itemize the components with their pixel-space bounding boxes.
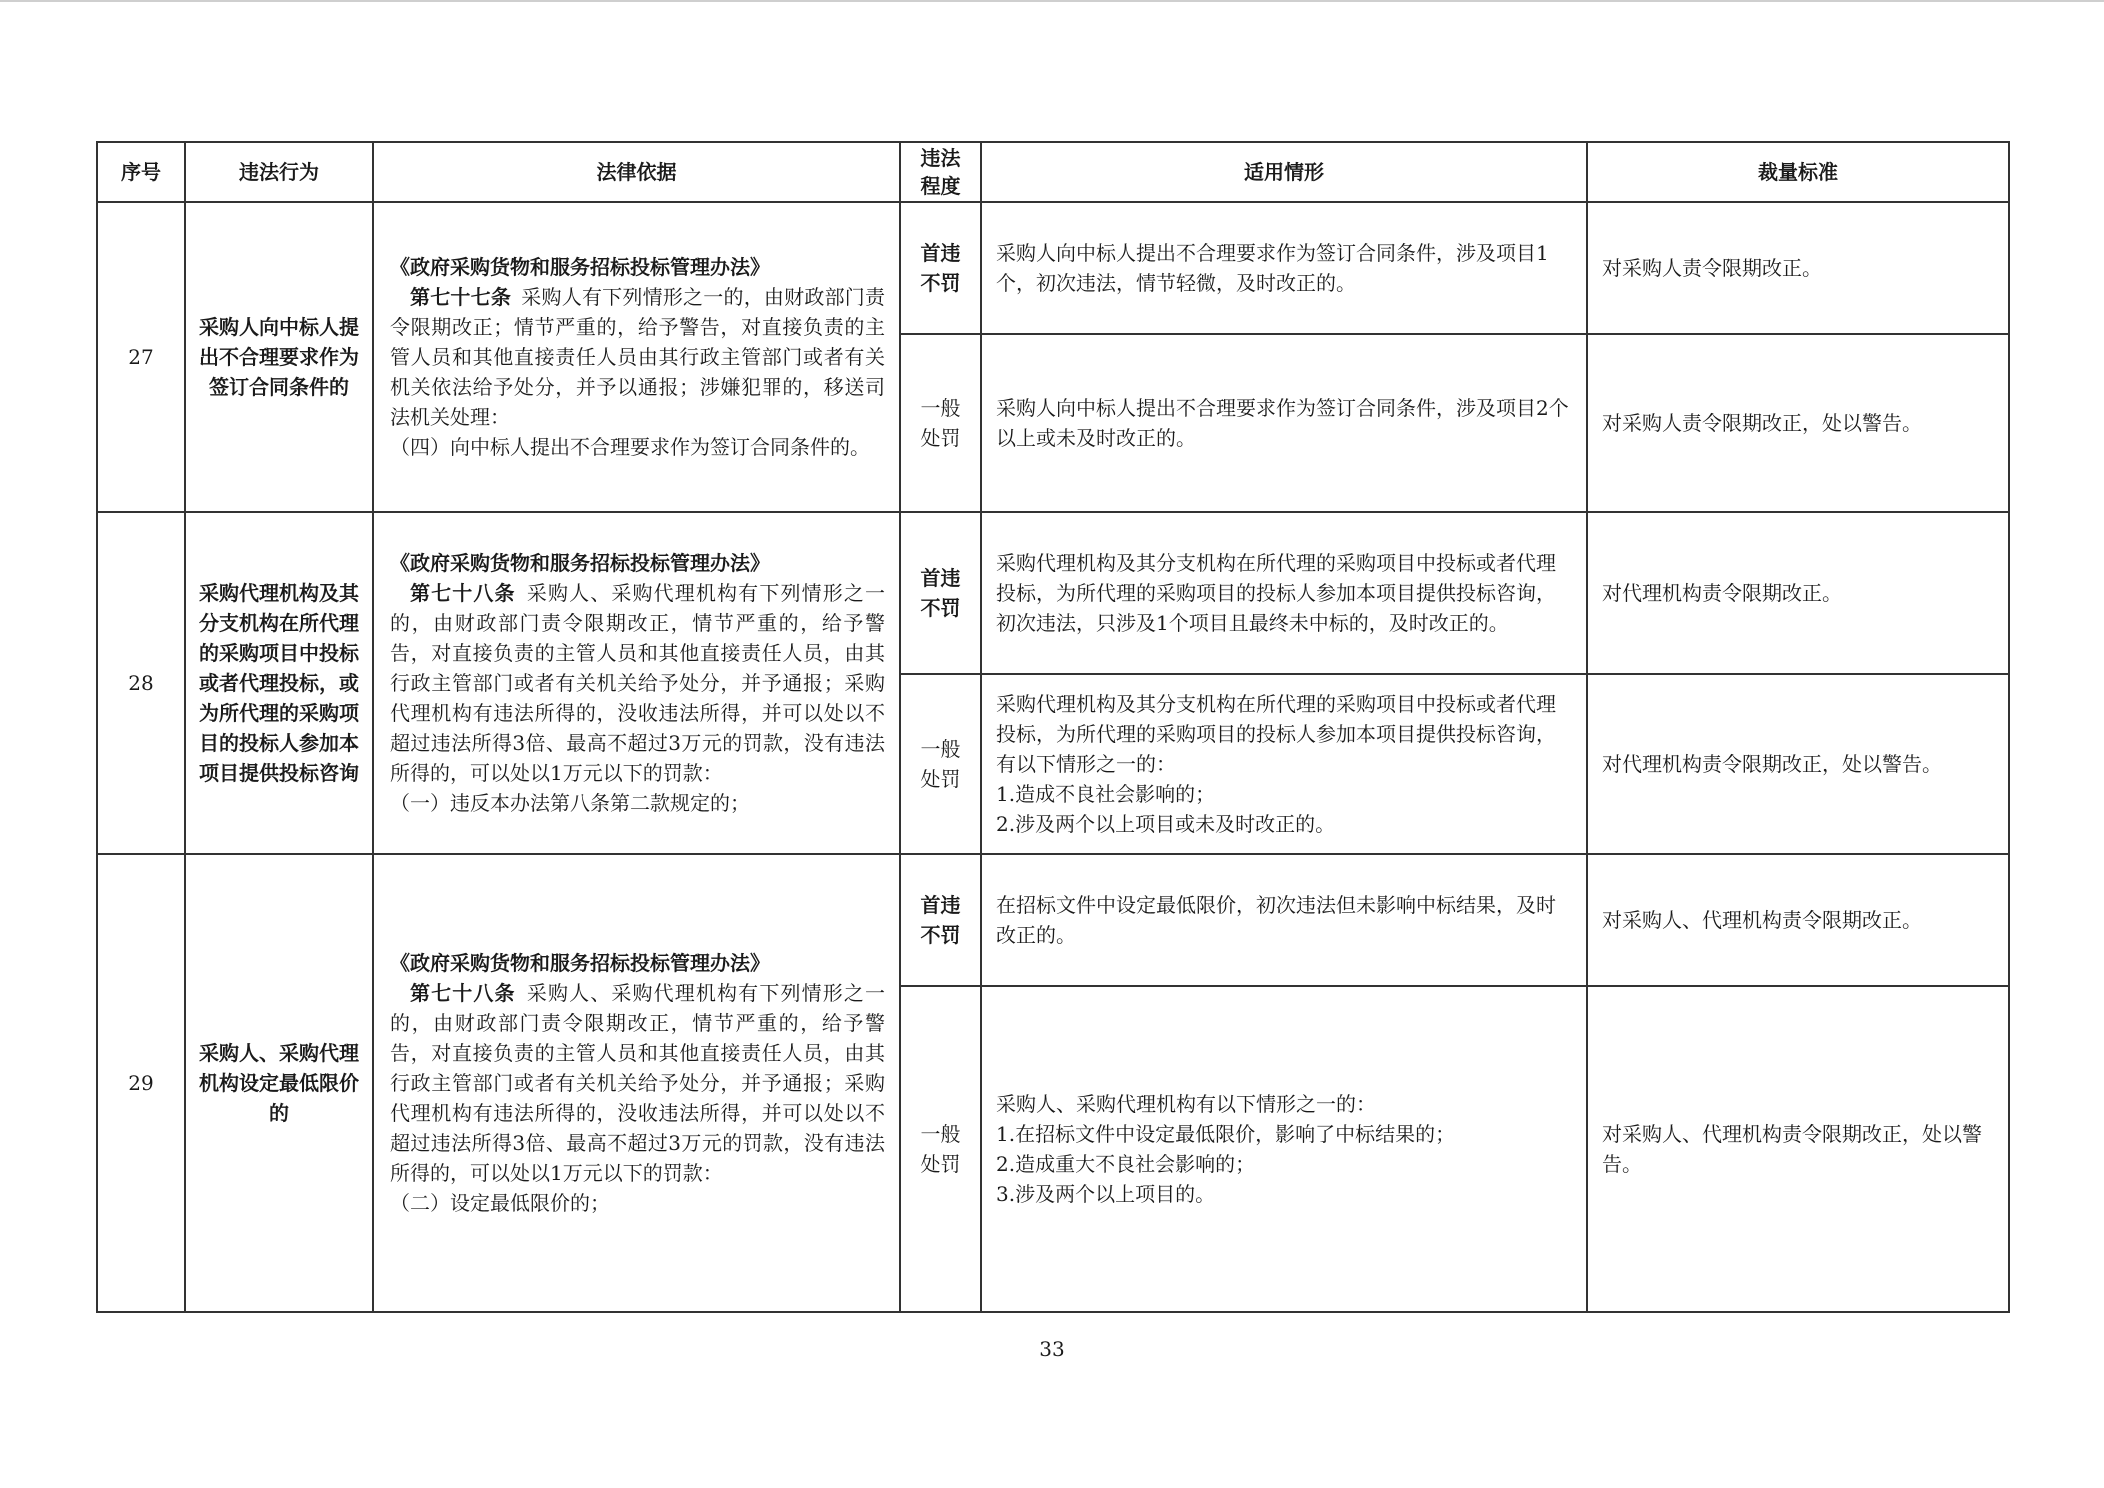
- text-line: 首违: [920, 893, 961, 917]
- text-line: 采购人向中标人提出不合理要求作为签订合同条件，涉及项目1个，初次违法，情节轻微，及时改正的。: [996, 241, 1549, 295]
- legal-basis-cell: [373, 512, 900, 854]
- law-paragraph: [390, 578, 885, 788]
- text-line: 处罚: [920, 767, 961, 791]
- table-row: [97, 202, 2009, 334]
- law-paragraph: [390, 978, 885, 1188]
- applicable-situation-cell: [981, 986, 1587, 1312]
- header-situation: 适用情形: [981, 142, 1587, 202]
- law-text: 采购人、采购代理机构有下列情形之一的，由财政部门责令限期改正，情节严重的，给予警告，对直接负责的主管人员和其他直接责任人员，由其行政主管部门或者有关机关给予处分，并予通报；采购代理机构有违法所得的，没收违法所得，并可以处以不超过违法所得3倍、最高不超过3万元的罚款，没有违法所得的，可以处以1万元以下的罚款：: [390, 581, 886, 785]
- text-line: 3.涉及两个以上项目的。: [996, 1182, 1216, 1206]
- law-title: 《政府采购货物和服务招标投标管理办法》: [390, 951, 770, 975]
- violation-degree-cell: [900, 674, 981, 854]
- discretion-standard-cell: 对代理机构责令限期改正。: [1587, 512, 2009, 674]
- law-text: 采购人、采购代理机构有下列情形之一的，由财政部门责令限期改正，情节严重的，给予警告，对直接负责的主管人员和其他直接责任人员，由其行政主管部门或者有关机关给予处分，并予通报；采购代理机构有违法所得的，没收违法所得，并可以处以不超过违法所得3倍、最高不超过3万元的罚款，没有违法所得的，可以处以1万元以下的罚款：: [390, 981, 886, 1185]
- penalty-discretion-table: [96, 141, 2010, 1313]
- applicable-situation-cell: [981, 854, 1587, 986]
- header-law: 法律依据: [373, 142, 900, 202]
- discretion-standard-cell: 对代理机构责令限期改正，处以警告。: [1587, 674, 2009, 854]
- law-title: 《政府采购货物和服务招标投标管理办法》: [390, 255, 770, 279]
- header-act: 违法行为: [185, 142, 373, 202]
- applicable-situation-cell: [981, 202, 1587, 334]
- text-line: 采购代理机构及其分支机构在所代理的采购项目中投标或者代理投标，为所代理的采购项目的投标人参加本项目提供投标咨询，初次违法，只涉及1个项目且最终未中标的，及时改正的。: [996, 551, 1556, 635]
- text-line: 不罚: [920, 596, 961, 620]
- law-item: （一）违反本办法第八条第二款规定的；: [390, 791, 750, 815]
- text-line: 采购人向中标人提出不合理要求作为签订合同条件，涉及项目2个以上或未及时改正的。: [996, 396, 1569, 450]
- header-degree-label: [901, 144, 980, 200]
- header-no: 序号: [97, 142, 185, 202]
- text-line: 在招标文件中设定最低限价，初次违法但未影响中标结果，及时改正的。: [996, 893, 1556, 947]
- table-row: [97, 512, 2009, 674]
- law-article: 第七十八条: [410, 581, 516, 605]
- violation-degree-cell: [900, 986, 981, 1312]
- text-line: 处罚: [920, 426, 961, 450]
- violation-degree-cell: [900, 202, 981, 334]
- law-item: （二）设定最低限价的；: [390, 1191, 610, 1215]
- violation-act-cell: 采购人、采购代理机构设定最低限价的: [185, 854, 373, 1312]
- text-line: 违法: [920, 146, 961, 170]
- page-number: 33: [1039, 1337, 1065, 1361]
- text-line: 首违: [920, 566, 961, 590]
- text-line: 2.造成重大不良社会影响的；: [996, 1152, 1256, 1176]
- header-degree: [900, 142, 981, 202]
- law-item: （四）向中标人提出不合理要求作为签订合同条件的。: [390, 435, 870, 459]
- legal-basis-cell: [373, 854, 900, 1312]
- applicable-situation-cell: [981, 674, 1587, 854]
- law-article: 第七十八条: [410, 981, 516, 1005]
- text-line: 1.造成不良社会影响的；: [996, 782, 1216, 806]
- text-line: 不罚: [920, 923, 961, 947]
- law-paragraph: [390, 282, 885, 432]
- law-text: 采购人有下列情形之一的，由财政部门责令限期改正；情节严重的，给予警告，对直接负责的主管人员和其他直接责任人员由其行政主管部门或者有关机关依法给予处分，并予以通报；涉嫌犯罪的，移送司法机关处理：: [390, 285, 886, 429]
- law-title: 《政府采购货物和服务招标投标管理办法》: [390, 551, 770, 575]
- text-line: 程度: [920, 174, 961, 198]
- text-line: 采购人、采购代理机构有以下情形之一的：: [996, 1092, 1376, 1116]
- discretion-standard-cell: 对采购人责令限期改正。: [1587, 202, 2009, 334]
- text-line: 采购代理机构及其分支机构在所代理的采购项目中投标或者代理投标，为所代理的采购项目的投标人参加本项目提供投标咨询，有以下情形之一的：: [996, 692, 1556, 776]
- violation-degree-cell: [900, 334, 981, 512]
- text-line: 一般: [920, 737, 961, 761]
- text-line: 一般: [920, 1122, 961, 1146]
- applicable-situation-cell: [981, 334, 1587, 512]
- discretion-standard-cell: 对采购人、代理机构责令限期改正，处以警告。: [1587, 986, 2009, 1312]
- page-top-border: [0, 0, 2104, 2]
- violation-act-cell: 采购人向中标人提出不合理要求作为签订合同条件的: [185, 202, 373, 512]
- table-header-row: [97, 142, 2009, 202]
- row-number-cell: 28: [97, 512, 185, 854]
- text-line: 首违: [920, 241, 961, 265]
- violation-degree-cell: [900, 512, 981, 674]
- text-line: 2.涉及两个以上项目或未及时改正的。: [996, 812, 1336, 836]
- text-line: 1.在招标文件中设定最低限价，影响了中标结果的；: [996, 1122, 1456, 1146]
- row-number-cell: 27: [97, 202, 185, 512]
- row-number-cell: 29: [97, 854, 185, 1312]
- discretion-standard-cell: 对采购人责令限期改正，处以警告。: [1587, 334, 2009, 512]
- applicable-situation-cell: [981, 512, 1587, 674]
- discretion-standard-cell: 对采购人、代理机构责令限期改正。: [1587, 854, 2009, 986]
- text-line: 不罚: [920, 271, 961, 295]
- table-row: [97, 854, 2009, 986]
- text-line: 处罚: [920, 1152, 961, 1176]
- legal-basis-cell: [373, 202, 900, 512]
- violation-act-cell: 采购代理机构及其分支机构在所代理的采购项目中投标或者代理投标，或为所代理的采购项目的投标人参加本项目提供投标咨询: [185, 512, 373, 854]
- header-standard: 裁量标准: [1587, 142, 2009, 202]
- violation-degree-cell: [900, 854, 981, 986]
- text-line: 一般: [920, 396, 961, 420]
- law-article: 第七十七条: [410, 285, 512, 309]
